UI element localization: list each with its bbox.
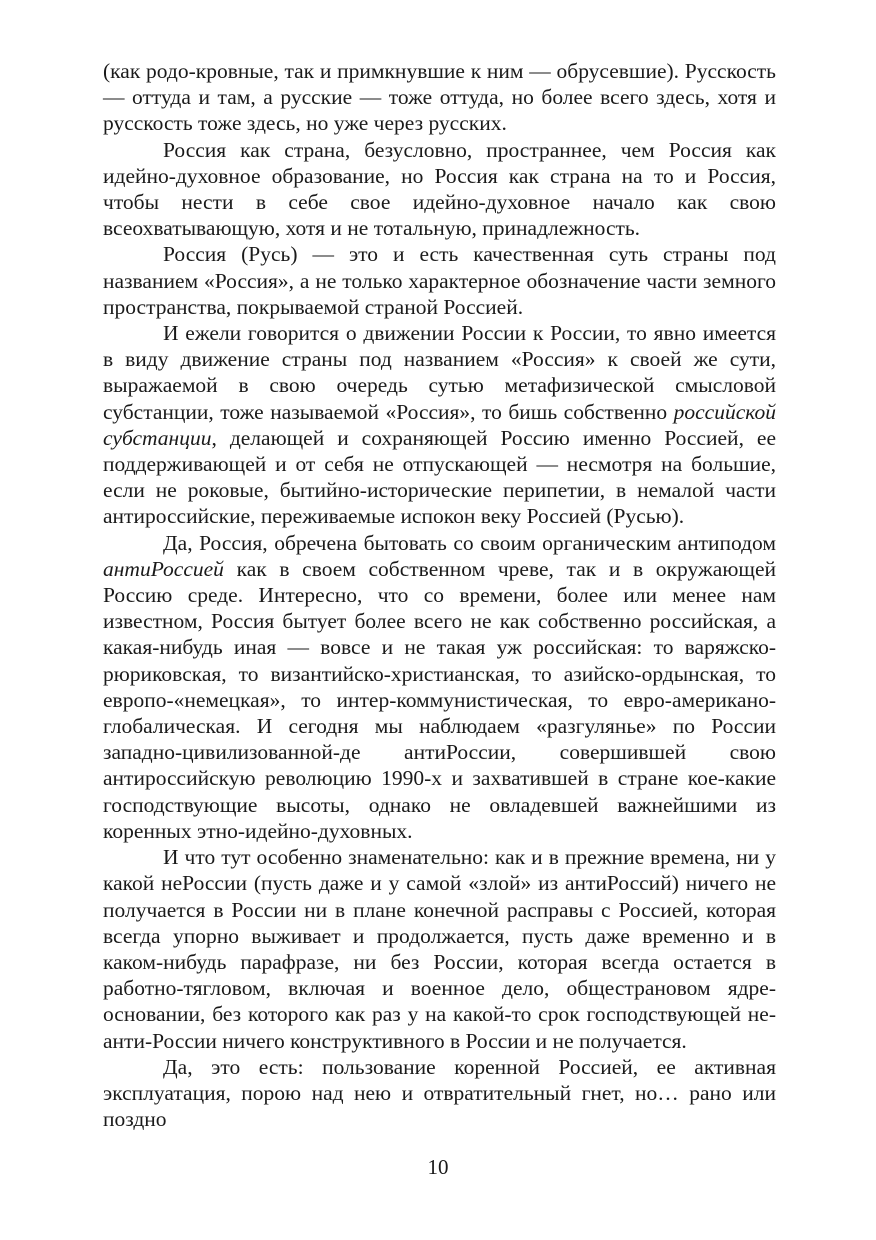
paragraph-6 bbox=[103, 844, 776, 1054]
paragraph-5-text-b: как в своем собственном чреве, так и в окружающей Россию среде. Интересно, что со времени, более или менее нам известном, Россия бытует более всего не как собственно российская, а какая-нибудь иная — вовсе и не такая уж российская: то варяжско-рюриковская, то византийско-христианская, то азийско-ордынская, то европо-«немецкая», то интер-коммунистическая, то евро-американо-глобалическая. И сегодня мы наблюдаем «разгулянье» по России западно-цивилизованной-де антиРоссии, совершившей свою антироссийскую революцию 1990-х и захватившей в стране кое-какие господствующие высоты, однако не овладевшей важнейшими из коренных этно-идейно-духовных. bbox=[103, 556, 776, 843]
page-number: 10 bbox=[427, 1155, 449, 1179]
paragraph-6-text: И что тут особенно знаменательно: как и в прежние времена, ни у какой неРоссии (пусть даже и у самой «злой» из антиРоссий) ничего не получается в России ни в плане конечной расправы с Россией, которая всегда упорно выживает и продолжается, пусть даже временно и в каком-нибудь парафразе, ни без России, которая всегда остается в работно-тягловом, включая и военное дело, общестрановом ядре-основании, без которого как раз у на какой-то срок господствующей не-анти-России ничего конструктивного в России и не получается. bbox=[103, 845, 776, 1053]
paragraph-1-text: (как родо-кровные, так и примкнувшие к ним — обрусевшие). Русскость — оттуда и там, а русские — тоже оттуда, но более всего здесь, хотя и русскость тоже здесь, но уже через русских. bbox=[103, 59, 776, 136]
paragraph-4-italic-term: российской субстанции bbox=[103, 399, 776, 450]
paragraph-4-text-b: , делающей и сохраняющей Россию именно Россией, ее поддерживающей и от себя не отпускающей — несмотря на большие, если не роковые, бытийно-исторические перипетии, в немалой части антироссийские, переживаемые испокон веку Россией (Русью). bbox=[103, 425, 776, 529]
paragraph-3-text: Россия (Русь) — это и есть качественная суть страны под названием «Россия», а не только характерное обозначение части земного пространства, покрываемой страной Россией. bbox=[103, 242, 776, 319]
paragraph-7-text: Да, это есть: пользование коренной Россией, ее активная эксплуатация, порою над нею и отвратительный гнет, но… рано или поздно bbox=[103, 1054, 776, 1132]
paragraph-2 bbox=[103, 137, 776, 242]
paragraph-5-text-a: Да, Россия, обречена бытовать со своим органическим антиподом bbox=[163, 530, 776, 555]
paragraph-4-text-a: И ежели говорится о движении России к России, то явно имеется в виду движение страны под названием «Россия» к своей же сути, выражаемой в свою очередь сутью метафизической смысловой субстанции, тоже называемой «Россия», то бишь собственно bbox=[103, 321, 776, 424]
paragraph-3 bbox=[103, 241, 776, 320]
paragraph-7 bbox=[103, 1054, 776, 1133]
paragraph-4 bbox=[103, 320, 776, 530]
paragraph-2-text: Россия как страна, безусловно, пространнее, чем Россия как идейно-духовное образование, но Россия как страна на то и Россия, чтобы нести в себе свое идейно-духовное начало как свою всеохватывающую, хотя и не тотальную, принадлежность. bbox=[103, 137, 776, 241]
paragraph-1 bbox=[103, 58, 776, 137]
page-body bbox=[103, 58, 776, 1132]
paragraph-5 bbox=[103, 530, 776, 844]
paragraph-5-italic-term: антиРоссией bbox=[103, 556, 224, 581]
